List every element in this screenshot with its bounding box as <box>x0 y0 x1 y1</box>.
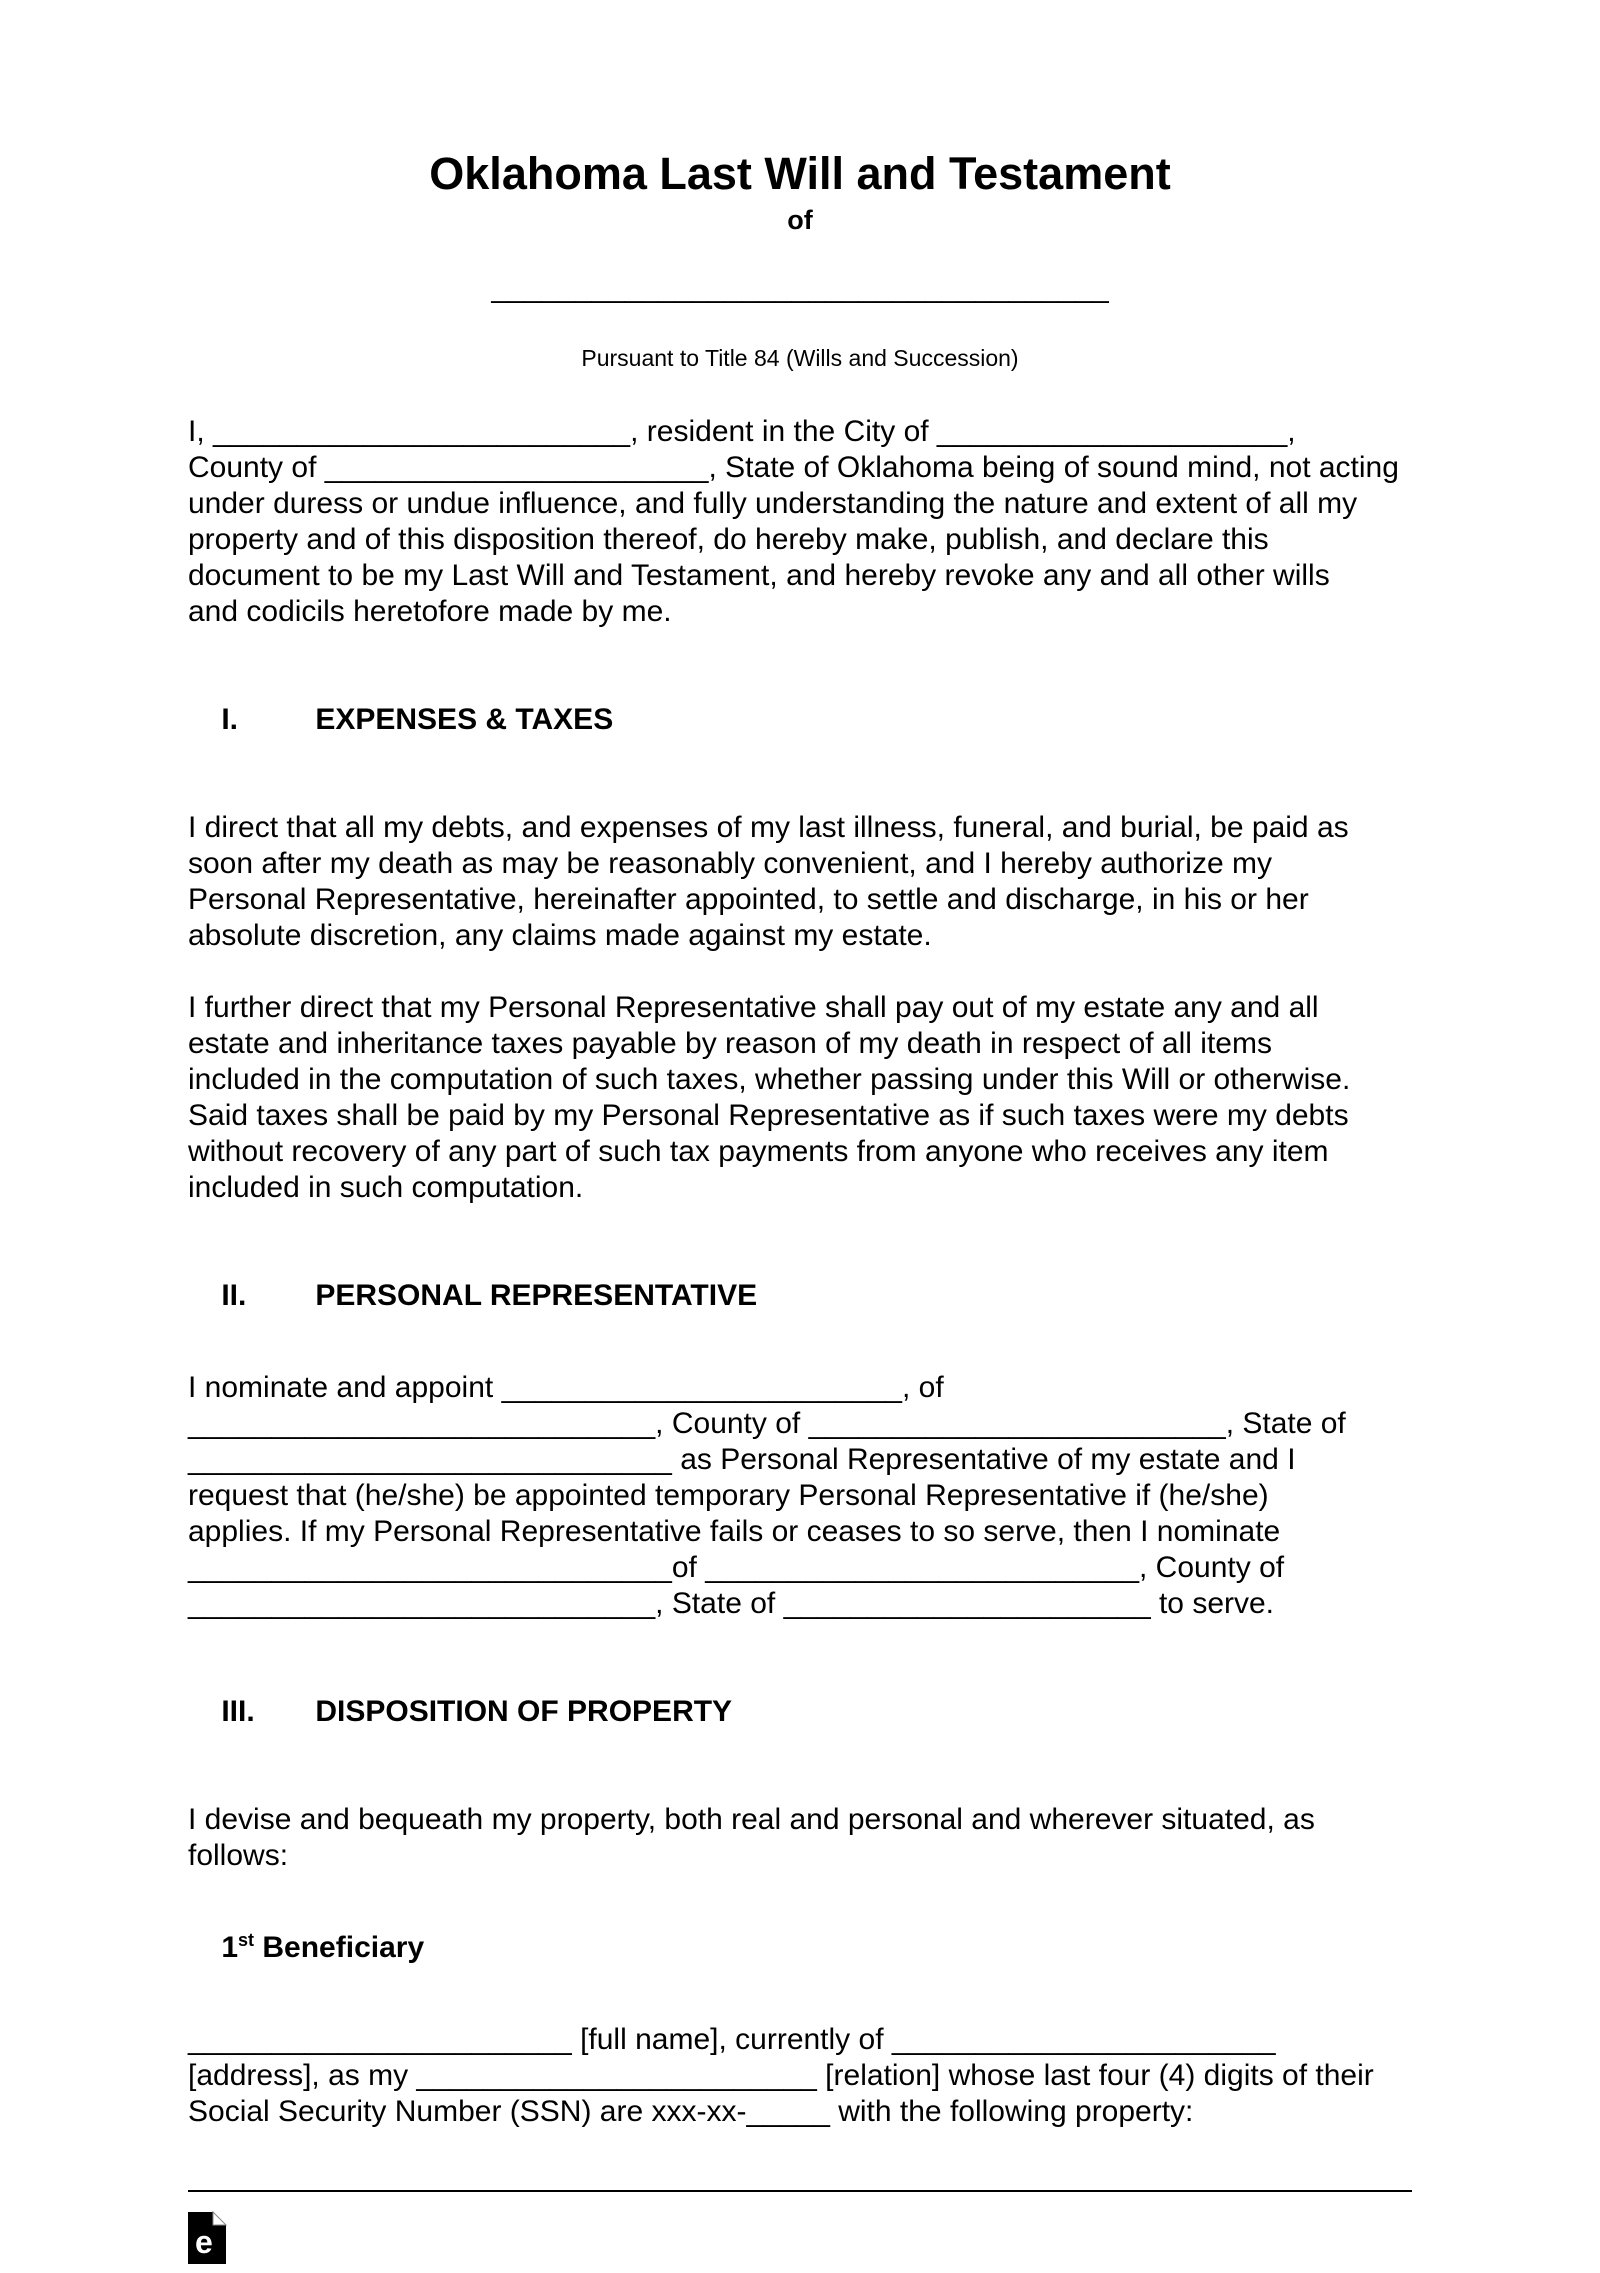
eforms-document-icon <box>188 2212 226 2264</box>
document-title: Oklahoma Last Will and Testament <box>429 148 1171 199</box>
fill-in-line: ____________________________, State of ______________________ to serve. <box>188 1587 1275 1620</box>
text-line: soon after my death as may be reasonably convenient, and I hereby authorize my <box>188 847 1272 880</box>
text-line: I devise and bequeath my property, both real and personal and wherever situated, as <box>188 1803 1315 1836</box>
testator-name-blank: _____________________________________ <box>491 271 1109 304</box>
section-3-number: III. <box>221 1695 255 1728</box>
text-line: estate and inheritance taxes payable by reason of my death in respect of all items <box>188 1027 1272 1060</box>
opening-line: County of _______________________, State of Oklahoma being of sound mind, not acting <box>188 451 1399 484</box>
text-line: absolute discretion, any claims made against my estate. <box>188 919 932 952</box>
section-3-heading-label: DISPOSITION OF PROPERTY <box>315 1695 733 1728</box>
fill-in-line: _____________________________of __________________________, County of <box>188 1551 1285 1584</box>
text-line: Said taxes shall be paid by my Personal Representative as if such taxes were my debts <box>188 1099 1349 1132</box>
beneficiary-ordinal: 1 <box>221 1931 239 1964</box>
fill-in-line: I nominate and appoint ________________________, of <box>188 1371 944 1404</box>
pursuant-note: Pursuant to Title 84 (Wills and Succession) <box>581 345 1019 371</box>
section-1-heading-label: EXPENSES & TAXES <box>315 703 614 736</box>
footer-divider-line <box>188 2190 1412 2192</box>
eforms-logo <box>188 2212 1412 2273</box>
fill-in-line: ____________________________, County of _________________________, State of <box>188 1407 1346 1440</box>
opening-line: property and of this disposition thereof, do hereby make, publish, and declare this <box>188 523 1269 556</box>
text-line: without recovery of any part of such tax payments from anyone who receives any item <box>188 1135 1329 1168</box>
opening-line: under duress or undue influence, and fully understanding the nature and extent of all my <box>188 487 1358 520</box>
opening-paragraph <box>188 414 1412 630</box>
section-2-number: II. <box>221 1279 247 1312</box>
beneficiary-ordinal-suffix: st <box>238 1930 255 1950</box>
text-line: follows: <box>188 1839 289 1872</box>
section-1-number: I. <box>221 703 239 736</box>
fill-in-line: _______________________ [full name], currently of _______________________ <box>188 2023 1276 2056</box>
opening-line: I, _________________________, resident in the City of _____________________, <box>188 415 1296 448</box>
text-line: Personal Representative, hereinafter appointed, to settle and discharge, in his or her <box>188 883 1309 916</box>
section-1-heading <box>188 666 1412 774</box>
text-line: applies. If my Personal Representative fails or ceases to so serve, then I nominate <box>188 1515 1281 1548</box>
section-3-heading <box>188 1658 1412 1766</box>
opening-line: and codicils heretofore made by me. <box>188 595 672 628</box>
section-2-heading <box>188 1242 1412 1350</box>
beneficiary-label: Beneficiary <box>254 1931 425 1964</box>
fill-in-line: Social Security Number (SSN) are xxx-xx-_____ with the following property: <box>188 2095 1194 2128</box>
text-line: included in the computation of such taxes, whether passing under this Will or otherwise. <box>188 1063 1351 1096</box>
disposition-paragraph <box>188 1802 1412 1874</box>
expenses-paragraph-1 <box>188 810 1412 954</box>
eforms-logo-letter: e <box>195 2224 213 2260</box>
fill-in-line: _____________________________ as Personal Representative of my estate and I <box>188 1443 1296 1476</box>
beneficiary-heading <box>188 1894 1412 2002</box>
expenses-paragraph-2 <box>188 990 1412 1206</box>
document-subtitle-of: of <box>787 205 813 235</box>
fill-in-line: [address], as my ________________________ [relation] whose last four (4) digits of their <box>188 2059 1374 2092</box>
text-line: I direct that all my debts, and expenses of my last illness, funeral, and burial, be paid as <box>188 811 1349 844</box>
beneficiary-paragraph <box>188 2022 1412 2130</box>
section-2-heading-label: PERSONAL REPRESENTATIVE <box>315 1279 758 1312</box>
opening-line: document to be my Last Will and Testament, and hereby revoke any and all other wills <box>188 559 1330 592</box>
personal-representative-paragraph <box>188 1370 1412 1622</box>
text-line: I further direct that my Personal Representative shall pay out of my estate any and all <box>188 991 1319 1024</box>
text-line: request that (he/she) be appointed temporary Personal Representative if (he/she) <box>188 1479 1269 1512</box>
text-line: included in such computation. <box>188 1171 584 1204</box>
